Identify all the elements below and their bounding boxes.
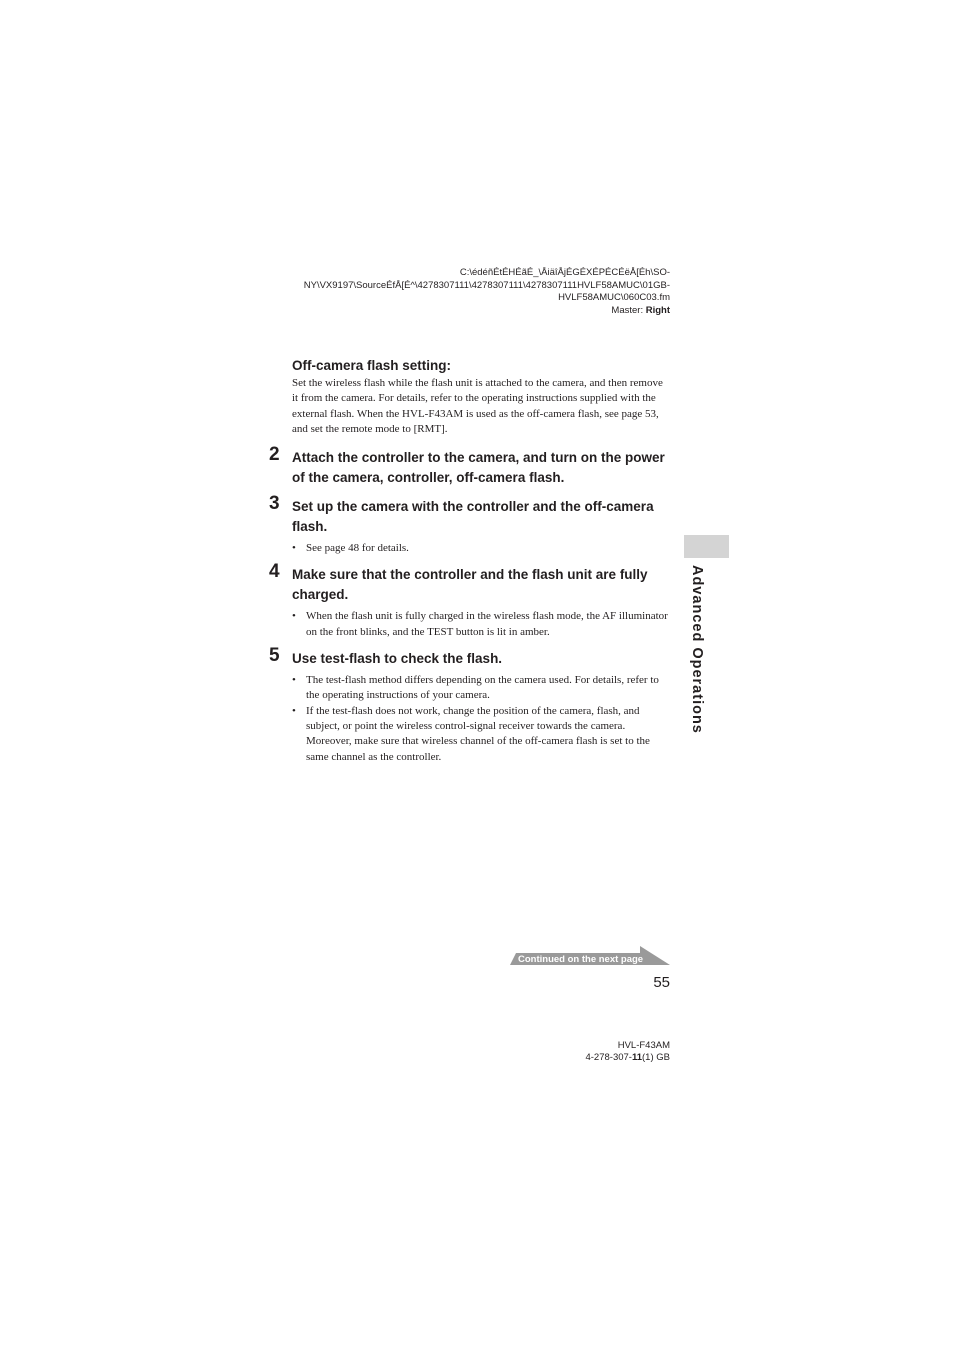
file-path-line: C:\édéñÉtÉHÉãÉ_\ÅiäîÅjÉGÉXÉPÉCÉëÅ[Éh\SO- [459,267,670,278]
bullet-text: If the test-flash does not work, change the position of the camera, flash, and subject, or point the wireless control-signal receiver towards the camera. Moreover, make sure that wireless channel of the off-camera flash is set to the same channel as the controller. [306,704,650,763]
step-number: 4 [269,561,280,583]
master-label [210,305,670,318]
bullet-glyph: • [292,542,296,555]
bullet-text: When the flash unit is fully charged in the wireless flash mode, the AF illuminator on the front blinks, and the TEST button is lit in amber. [306,610,668,638]
bullet-text: The test-flash method differs depending on the camera used. For details, refer to the operating instructions of your camera. [306,674,659,702]
step-title: Attach the controller to the camera, and turn on the power of the camera, controller, off-camera flash. [292,450,665,486]
continued-label: Continued on the next page [518,954,644,965]
off-camera-section [292,357,670,437]
step-title: Set up the camera with the controller and the off-camera flash. [292,499,654,535]
file-path-line: HVLF58AMUC\060C03.fm [558,292,670,303]
bullet-item [292,673,670,704]
model-name: HVL-F43AM [617,1040,670,1051]
step-5 [269,645,670,765]
footer-code [585,1040,670,1064]
bullet-glyph: • [292,610,296,623]
step-4 [269,561,670,640]
step-3 [269,493,670,556]
step-2 [269,444,670,488]
step-bullets [292,541,670,556]
step-title: Make sure that the controller and the flash unit are fully charged. [292,567,648,603]
bullet-glyph: • [292,674,296,687]
step-title: Use test-flash to check the flash. [292,651,503,667]
page-number: 55 [653,974,670,991]
step-bullets [292,673,670,765]
file-path-line: NY\VX9197\SourceÉfÅ[É^\4278307111\4278307111\4278307111HVLF58AMUC\01GB- [303,279,670,291]
bullet-item [292,609,670,640]
part-code-suffix: (1) GB [642,1052,670,1063]
bullet-glyph: • [292,704,296,717]
part-code-bold: 11 [631,1052,643,1063]
step-number: 5 [269,645,280,667]
side-tab-title: Advanced Operations [689,565,705,734]
part-code [585,1052,670,1064]
bullet-text: See page 48 for details. [306,542,409,555]
section-heading: Off-camera flash setting: [292,358,452,373]
section-body: Set the wireless flash while the flash unit is attached to the camera, and then remove it from the camera. For details, refer to the operating instructions supplied with the external flash. When the HVL-F43AM is used as the off-camera flash, see page 53, and set the remote mode to [RMT]. [292,377,663,435]
bullet-item [292,704,670,765]
part-code-prefix: 4-278-307- [585,1052,632,1063]
section-tab-marker [684,535,729,558]
step-bullets [292,609,670,640]
step-number: 2 [269,444,280,466]
continued-banner [510,946,670,968]
master-value: Right [645,304,670,316]
main-content [269,357,670,765]
bullet-item [292,541,670,556]
master-label-text: Master: [611,304,646,316]
file-path-header [210,267,670,317]
step-number: 3 [269,493,280,515]
